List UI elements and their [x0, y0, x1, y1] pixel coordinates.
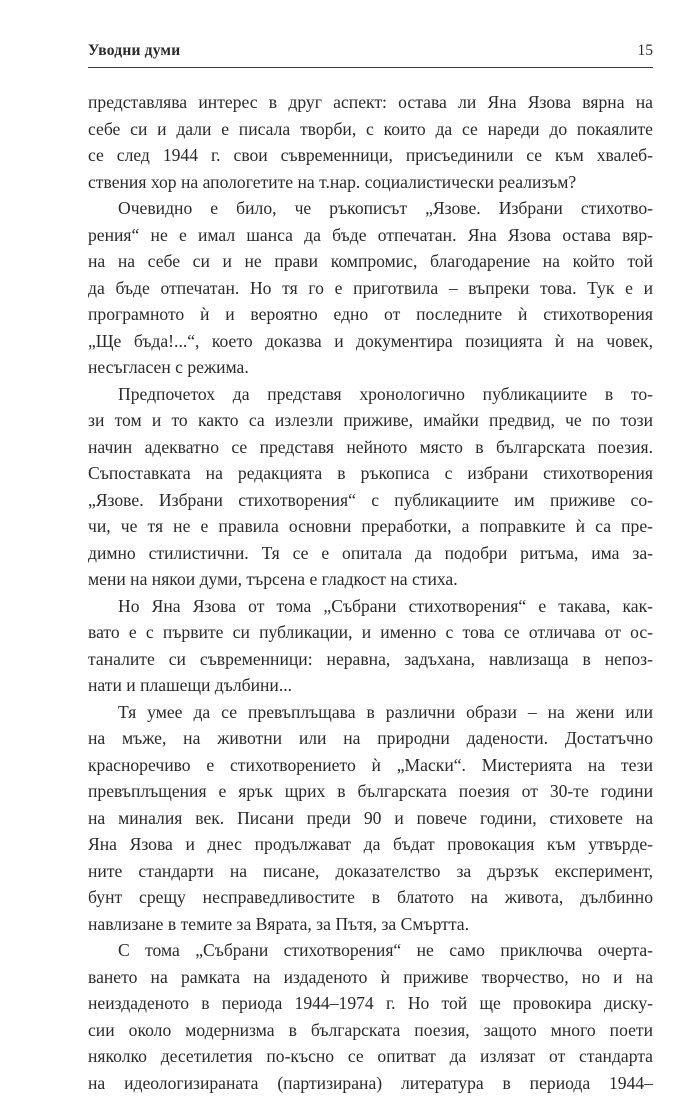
text-line: Предпочетох да представя хронологично публикациите в то-	[88, 381, 653, 408]
text-line: Съпоставката на редакцията в ръкописа с избрани стихотворения	[88, 460, 653, 487]
text-line: димно стилистични. Тя се е опитала да подобри ритъма, има за-	[88, 540, 653, 567]
text-line: на миналия век. Писани преди 90 и повече години, стиховете на	[88, 805, 653, 832]
text-line: се след 1944 г. свои съвременници, присъединили се към хвалеб-	[88, 142, 653, 169]
text-line: няколко десетилетия по-късно се опитват да излязат от стандарта	[88, 1043, 653, 1070]
running-head-title: Уводни думи	[88, 42, 180, 60]
page-number: 15	[638, 42, 654, 60]
text-line: Яна Язова и днес продължават да бъдат провокация към утвърде-	[88, 831, 653, 858]
text-line: зи том и то както са излезли приживе, имайки предвид, че по този	[88, 407, 653, 434]
running-head	[88, 42, 653, 66]
text-line: сии около модернизма в българската поезия, защото много поети	[88, 1017, 653, 1044]
text-line: красноречиво е стихотворението ѝ „Маски“. Мистерията на тези	[88, 752, 653, 779]
header-rule	[88, 67, 653, 68]
text-line: на идеологизираната (партизирана) литература в периода 1944–	[88, 1070, 653, 1096]
text-line: несъгласен с режима.	[88, 354, 653, 381]
text-line: таналите си съвременници: неравна, задъхана, навлизаща в непоз-	[88, 646, 653, 673]
text-line: себе си и дали е писала творби, с които да се нареди до покаялите	[88, 116, 653, 143]
text-line: представлява интерес в друг аспект: остава ли Яна Язова вярна на	[88, 89, 653, 116]
text-line: ването на рамката на издаденото ѝ приживе творчество, но и на	[88, 964, 653, 991]
text-line: рения“ не е имал шанса да бъде отпечатан. Яна Язова остава вяр-	[88, 222, 653, 249]
text-line: на мъже, на животни или на природни дадености. Достатъчно	[88, 725, 653, 752]
text-line: мени на някои думи, търсена е гладкост на стиха.	[88, 566, 653, 593]
text-line: на на себе си и не прави компромис, благодарение на който той	[88, 248, 653, 275]
text-line: С тома „Събрани стихотворения“ не само приключва очерта-	[88, 937, 653, 964]
text-line: бунт срещу несправедливостите в блатото на живота, дълбинно	[88, 884, 653, 911]
text-line: вато е с първите си публикации, и именно с това се отличава от ос-	[88, 619, 653, 646]
text-line: Очевидно е било, че ръкописът „Язове. Избрани стихотво-	[88, 195, 653, 222]
text-line: навлизане в темите за Вярата, за Пътя, за Смъртта.	[88, 911, 653, 938]
text-line: Но Яна Язова от тома „Събрани стихотворения“ е такава, как-	[88, 593, 653, 620]
text-line: превъплъщения е ярък щрих в българската поезия от 30-те години	[88, 778, 653, 805]
text-line: ните стандарти на писане, доказателство за дързък експеримент,	[88, 858, 653, 885]
text-line: програмното ѝ и вероятно едно от последните ѝ стихотворения	[88, 301, 653, 328]
text-line: да бъде отпечатан. Но тя го е приготвила – въпреки това. Тук е и	[88, 275, 653, 302]
text-line: Тя умее да се превъплъщава в различни образи – на жени или	[88, 699, 653, 726]
text-line: начин адекватно се представя нейното място в българската поезия.	[88, 434, 653, 461]
text-line: чи, че тя не е правила основни преработки, а поправките ѝ са пре-	[88, 513, 653, 540]
text-line: ствения хор на апологетите на т.нар. социалистически реализъм?	[88, 169, 653, 196]
text-line: „Язове. Избрани стихотворения“ с публикациите им приживе со-	[88, 487, 653, 514]
text-line: нати и плашещи дълбини...	[88, 672, 653, 699]
text-line: „Ще бъда!...“, което доказва и документира позицията ѝ на човек,	[88, 328, 653, 355]
text-line: неиздаденото в периода 1944–1974 г. Но той ще провокира диску-	[88, 990, 653, 1017]
body-text	[88, 89, 653, 1096]
